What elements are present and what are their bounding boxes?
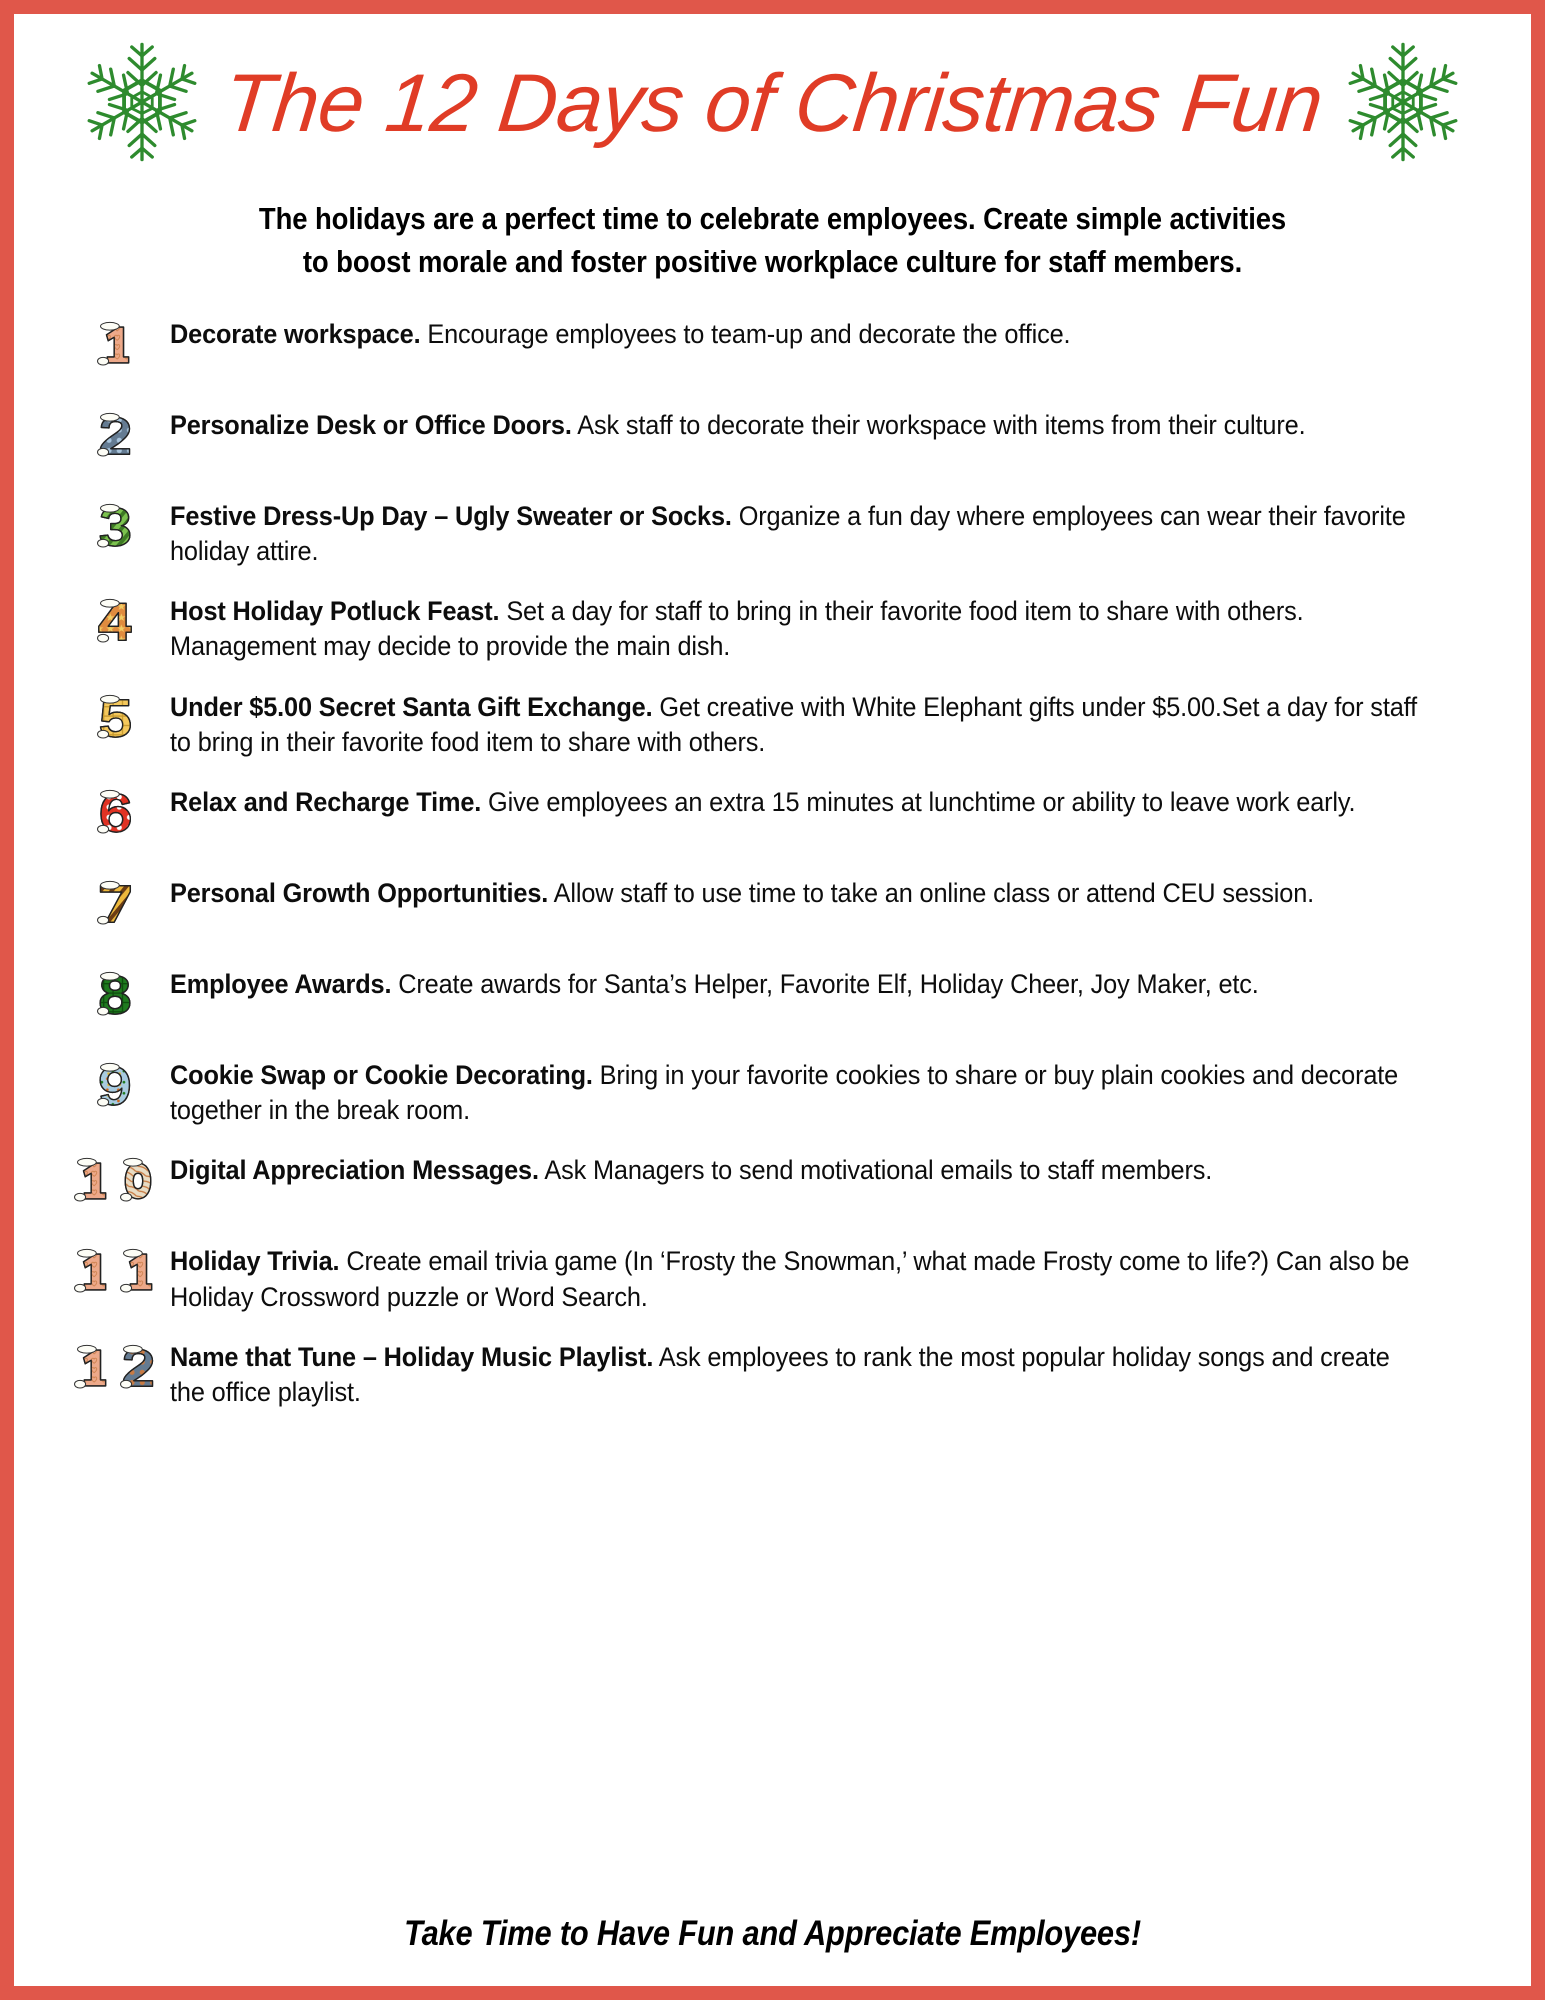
item-number-9 [60, 1050, 170, 1124]
item-number-5 [60, 682, 170, 756]
item-number-11 [60, 1236, 170, 1310]
item-number-12 [60, 1332, 170, 1406]
snowflake-icon-left [78, 38, 206, 171]
item-description: Create awards for Santa’s Helper, Favorite Elf, Holiday Cheer, Joy Maker, etc. [391, 969, 1259, 999]
list-item [60, 1236, 1483, 1314]
item-number-8 [60, 959, 170, 1033]
item-text [170, 868, 1424, 911]
item-title: Employee Awards. [170, 969, 392, 999]
item-number-6 [60, 777, 170, 851]
item-description: Encourage employees to team-up and decorate the office. [420, 318, 1071, 349]
item-number-3 [60, 491, 170, 565]
item-text [170, 491, 1424, 569]
item-title: Festive Dress-Up Day – Ugly Sweater or Socks. [170, 500, 732, 531]
item-text [170, 682, 1424, 760]
item-text [170, 777, 1424, 820]
item-description: Allow staff to use time to take an online class or attend CEU session. [548, 878, 1315, 908]
item-title: Holiday Trivia. [170, 1246, 340, 1277]
item-title: Personal Growth Opportunities. [170, 878, 549, 908]
item-text [170, 1145, 1424, 1188]
list-item [60, 868, 1483, 942]
item-text [170, 309, 1424, 352]
item-description: Create email trivia game (In ‘Frosty the Snowman,’ what made Frosty come to life?) Can also be Holiday Crossword puzzle or Word Search. [170, 1246, 1410, 1312]
item-number-2 [60, 400, 170, 474]
item-description: Ask employees to rank the most popular holiday songs and create the office playlist. [170, 1341, 1390, 1408]
item-text [170, 1332, 1424, 1410]
page-header [38, 14, 1507, 184]
item-title: Host Holiday Potluck Feast. [170, 596, 500, 627]
item-description: Bring in your favorite cookies to share or buy plain cookies and decorate together in the break room. [170, 1060, 1399, 1126]
list-item [60, 400, 1483, 474]
item-text [170, 586, 1424, 664]
list-item [60, 777, 1483, 851]
list-item [60, 309, 1483, 383]
item-title: Digital Appreciation Messages. [170, 1155, 539, 1186]
item-description: Organize a fun day where employees can wear their favorite holiday attire. [170, 500, 1406, 566]
item-title: Name that Tune – Holiday Music Playlist. [170, 1341, 654, 1372]
list-item [60, 586, 1483, 664]
item-number-1 [60, 309, 170, 383]
item-title: Decorate workspace. [170, 318, 421, 349]
snowflake-icon-right [1339, 38, 1467, 171]
item-number-7 [60, 868, 170, 942]
intro-line-1: The holidays are a perfect time to celebrate employees. Create simple activities [258, 202, 1287, 236]
item-title: Relax and Recharge Time. [170, 787, 482, 817]
list-item [60, 1332, 1483, 1410]
list-item [60, 682, 1483, 760]
item-number-4 [60, 586, 170, 660]
item-description: Give employees an extra 15 minutes at lunchtime or ability to leave work early. [481, 787, 1356, 817]
activities-list [38, 309, 1507, 1411]
intro-paragraph [111, 184, 1433, 285]
intro-line-2: to boost morale and foster positive workplace culture for staff members. [302, 245, 1243, 280]
item-description: Set a day for staff to bring in their favorite food item to share with others. Management may decide to provide the main dish. [170, 596, 1304, 662]
item-description: Ask Managers to send motivational emails to staff members. [538, 1155, 1213, 1186]
item-text [170, 1236, 1424, 1314]
item-description: Get creative with White Elephant gifts under $5.00.Set a day for staff to bring in their favorite food item to share with others. [170, 691, 1417, 757]
item-text [170, 400, 1424, 443]
footer-tagline: Take Time to Have Fun and Appreciate Employees! [404, 1914, 1141, 1953]
item-text [170, 1050, 1424, 1128]
item-title: Under $5.00 Secret Santa Gift Exchange. [170, 691, 653, 722]
list-item [60, 959, 1483, 1033]
list-item [60, 1145, 1483, 1219]
item-text [170, 959, 1424, 1002]
item-description: Ask staff to decorate their workspace with items from their culture. [571, 409, 1306, 440]
item-title: Cookie Swap or Cookie Decorating. [170, 1060, 593, 1090]
item-title: Personalize Desk or Office Doors. [170, 409, 572, 440]
item-number-10 [60, 1145, 170, 1219]
page-title: The 12 Days of Christmas Fun [218, 58, 1327, 149]
list-item [60, 491, 1483, 569]
list-item [60, 1050, 1483, 1128]
